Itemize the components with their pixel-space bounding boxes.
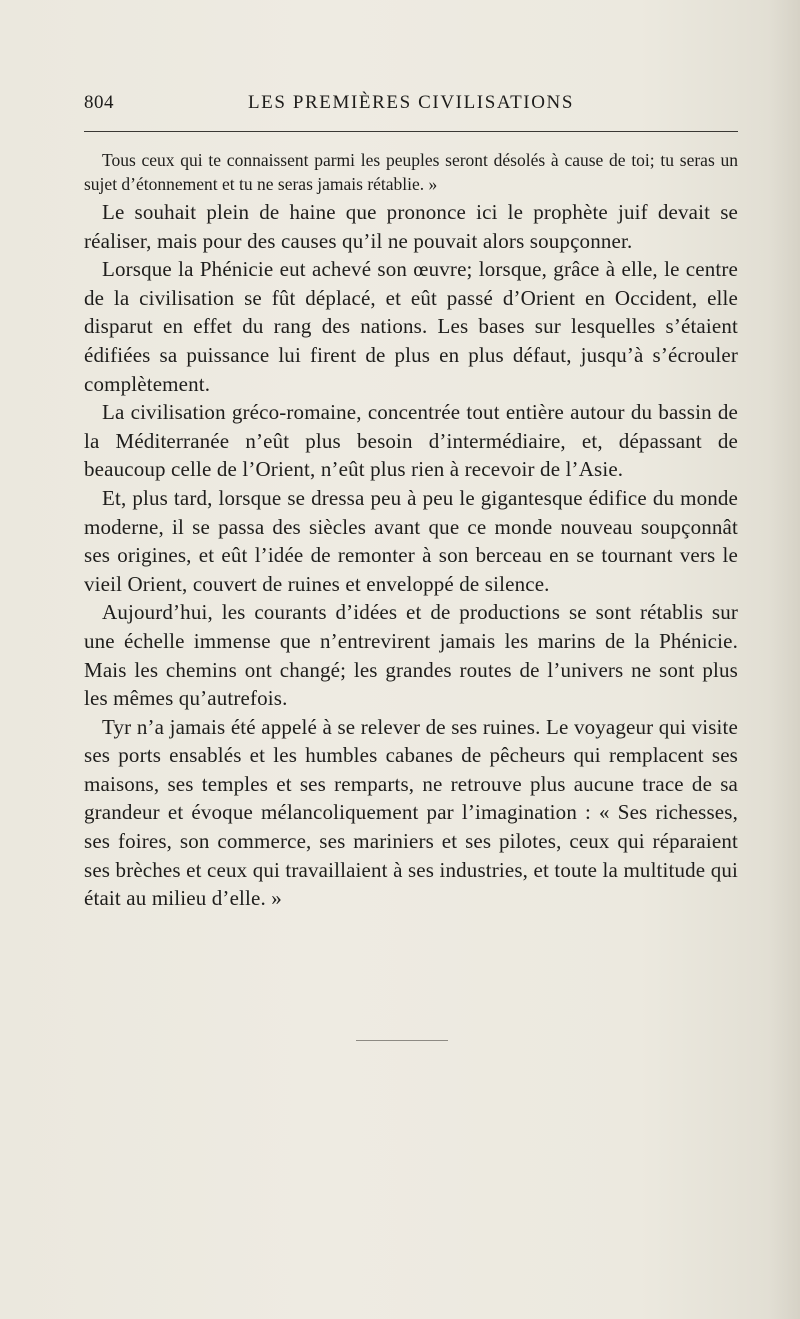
section-end-rule [356,1040,448,1041]
paragraph: Et, plus tard, lorsque se dressa peu à peu le gigantesque édifice du monde moderne, il se passa des siècles avant que ce monde nouveau soupçonnât ses origines, et eût l’idée de remonter à son berceau en se tournant vers le vieil Orient, couvert de ruines et enveloppé de silence. [84,485,738,596]
quotation-continuation: Tous ceux qui te connaissent parmi les peuples seront désolés à cause de toi; tu seras un sujet d’étonnement et tu ne seras jamais rétablie. » [84,150,738,194]
page-header [84,92,738,120]
header-rule [84,131,738,132]
running-title: LES PREMIÈRES CIVILISATIONS [247,92,575,113]
page-number: 804 [84,92,114,113]
body-text [84,198,738,913]
paragraph: La civilisation gréco-romaine, concentrée tout entière autour du bassin de la Méditerranée n’eût plus besoin d’intermédiaire, et, dépassant de beaucoup celle de l’Orient, n’eût plus rien à recevoir de l’Asie. [84,400,738,482]
paragraph: Le souhait plein de haine que prononce ici le prophète juif devait se réaliser, mais pour des causes qu’il ne pouvait alors soupçonner. [84,200,738,253]
paragraph: Tyr n’a jamais été appelé à se relever de ses ruines. Le voyageur qui visite ses ports ensablés et les humbles cabanes de pêcheurs qui remplacent ses maisons, ses temples et ses remparts, ne retrouve plus aucune trace de sa grandeur et évoque mélancoliquement par l’imagination : « Ses richesses, ses foires, son commerce, ses mariniers et ses pilotes, ceux qui réparaient ses brèches et ceux qui travaillaient à ses industries, et toute la multitude qui était au milieu d’elle. » [84,714,738,911]
paragraph: Aujourd’hui, les courants d’idées et de productions se sont rétablis sur une échelle immense que n’entrevirent jamais les marins de la Phénicie. Mais les chemins ont changé; les grandes routes de l’univers ne sont plus les mêmes qu’autrefois. [84,600,738,711]
paragraph: Lorsque la Phénicie eut achevé son œuvre; lorsque, grâce à elle, le centre de la civilisation se fût déplacé, et eût passé d’Orient en Occident, elle disparut en effet du rang des nations. Les bases sur lesquelles s’étaient édifiées sa puissance lui firent de plus en plus défaut, jusqu’à s’écrouler complètement. [84,257,738,396]
